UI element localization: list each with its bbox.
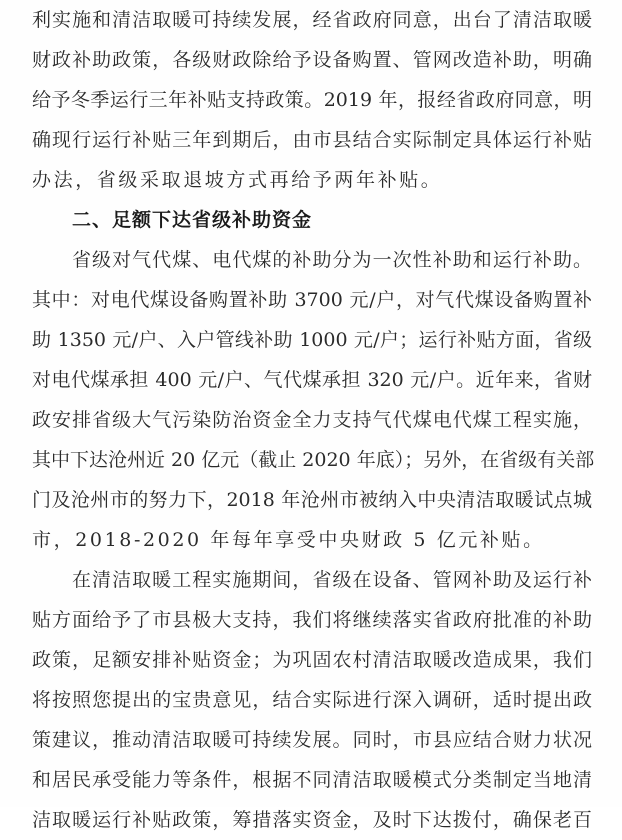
paragraph-line: 助 1350 元/户、入户管线补助 1000 元/户；运行补贴方面，省级 bbox=[32, 329, 592, 351]
paragraph-line: 办法，省级采取退坡方式再给予两年补贴。 bbox=[32, 169, 443, 191]
paragraph-line: 其中：对电代煤设备购置补助 3700 元/户，对气代煤设备购置补 bbox=[32, 289, 592, 311]
paragraph-line: 其中下达沧州近 20 亿元（截止 2020 年底）；另外，在省级有关部 bbox=[32, 449, 595, 471]
paragraph-line: 政策，足额安排补贴资金；为巩固农村清洁取暖改造成果，我们 bbox=[32, 649, 592, 671]
section-heading: 二、足额下达省级补助资金 bbox=[72, 209, 313, 231]
paragraph-line: 市，2018-2020 年每年享受中央财政 5 亿元补贴。 bbox=[32, 529, 545, 551]
paragraph-line: 策建议，推动清洁取暖可持续发展。同时，市县应结合财力状况 bbox=[32, 729, 592, 751]
paragraph-line: 省级对气代煤、电代煤的补助分为一次性补助和运行补助。 bbox=[72, 249, 592, 271]
paragraph-line: 确现行运行补贴三年到期后，由市县结合实际制定具体运行补贴 bbox=[32, 129, 592, 151]
paragraph-line: 利实施和清洁取暖可持续发展，经省政府同意，出台了清洁取暖 bbox=[32, 9, 592, 31]
paragraph-line: 财政补助政策，各级财政除给予设备购置、管网改造补助，明确 bbox=[32, 49, 592, 71]
paragraph-line: 政安排省级大气污染防治资金全力支持气代煤电代煤工程实施， bbox=[32, 409, 592, 431]
paragraph-line: 在清洁取暖工程实施期间，省级在设备、管网补助及运行补 bbox=[72, 569, 592, 591]
paragraph-line: 和居民承受能力等条件，根据不同清洁取暖模式分类制定当地清 bbox=[32, 769, 592, 791]
paragraph-line: 洁取暖运行补贴政策，筹措落实资金，及时下达拨付，确保老百 bbox=[32, 809, 592, 831]
paragraph-line: 门及沧州市的努力下，2018 年沧州市被纳入中央清洁取暖试点城 bbox=[32, 489, 592, 511]
paragraph-line: 给予冬季运行三年补贴支持政策。2019 年，报经省政府同意，明 bbox=[32, 89, 592, 111]
paragraph-line: 将按照您提出的宝贵意见，结合实际进行深入调研，适时提出政 bbox=[32, 689, 592, 711]
paragraph-line: 对电代煤承担 400 元/户、气代煤承担 320 元/户。近年来，省财 bbox=[32, 369, 592, 391]
paragraph-line: 贴方面给予了市县极大支持，我们将继续落实省政府批准的补助 bbox=[32, 609, 592, 631]
